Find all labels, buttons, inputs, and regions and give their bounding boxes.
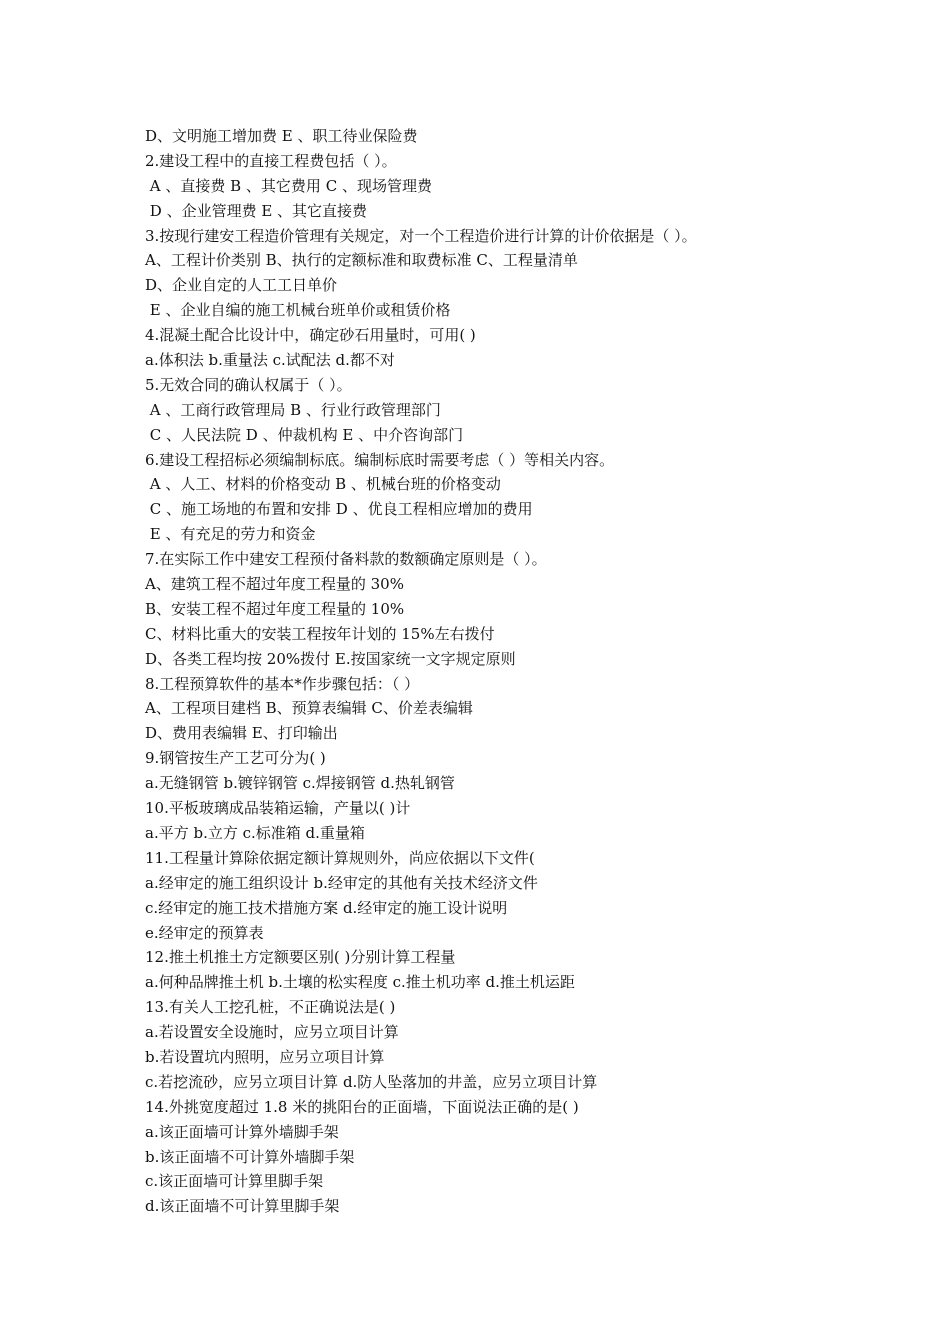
text-line: D、企业自定的人工工日单价 [145,276,338,295]
text-line: E 、有充足的劳力和资金 [145,525,316,544]
text-line: c.经审定的施工技术措施方案 d.经审定的施工设计说明 [145,898,508,917]
text-line: a.体积法 b.重量法 c.试配法 d.都不对 [145,351,395,370]
text-line: D、费用表编辑 E、打印输出 [145,724,338,743]
text-line: B、安装工程不超过年度工程量的 10% [145,599,405,618]
text-line: a.平方 b.立方 c.标准箱 d.重量箱 [145,823,365,842]
text-line: 5.无效合同的确认权属于（ ）。 [145,375,352,394]
text-line: A 、人工、材料的价格变动 B 、机械台班的价格变动 [145,475,501,494]
text-line: C 、施工场地的布置和安排 D 、优良工程相应增加的费用 [145,500,533,519]
document-body [145,124,845,1219]
text-line: A 、工商行政管理局 B 、行业行政管理部门 [145,400,441,419]
text-line: e.经审定的预算表 [145,923,264,942]
text-line: 10.平板玻璃成品装箱运输，产量以( )计 [145,799,411,818]
text-line: 9.钢管按生产工艺可分为( ) [145,749,326,768]
text-line: A 、直接费 B 、其它费用 C 、现场管理费 [145,176,432,195]
text-line: A、工程计价类别 B、执行的定额标准和取费标准 C、工程量清单 [145,251,578,270]
text-line: a.若设置安全设施时，应另立项目计算 [145,1023,399,1042]
text-line: a.何种品牌推土机 b.土壤的松实程度 c.推土机功率 d.推土机运距 [145,973,575,992]
text-line: A、工程项目建档 B、预算表编辑 C、价差表编辑 [145,699,473,718]
text-line: D、文明施工增加费 E 、职工待业保险费 [145,127,418,145]
text-line: 8.工程预算软件的基本*作步骤包括：（ ） [145,674,420,693]
text-line: E 、企业自编的施工机械台班单价或租赁价格 [145,301,451,320]
text-line: 3.按现行建安工程造价管理有关规定，对一个工程造价进行计算的计价依据是（ ）。 [145,226,697,245]
text-line: 2.建设工程中的直接工程费包括（ ）。 [145,151,397,170]
text-line: 12.推土机推土方定额要区别( )分别计算工程量 [145,948,456,967]
text-line: a.经审定的施工组织设计 b.经审定的其他有关技术经济文件 [145,873,538,892]
text-line: b.若设置坑内照明，应另立项目计算 [145,1047,385,1066]
text-line: b.该正面墙不可计算外墙脚手架 [145,1147,355,1166]
text-line: 11.工程量计算除依据定额计算规则外，尚应依据以下文件( [145,848,535,867]
text-line: 6.建设工程招标必须编制标底。编制标底时需要考虑（ ）等相关内容。 [145,450,615,469]
text-line: A、建筑工程不超过年度工程量的 30% [145,575,404,594]
text-line: a.该正面墙可计算外墙脚手架 [145,1122,339,1141]
text-line: D、各类工程均按 20%拨付 E.按国家统一文字规定原则 [145,649,516,668]
text-line: 4.混凝土配合比设计中，确定砂石用量时，可用( ) [145,326,476,345]
text-line: 14.外挑宽度超过 1.8 米的挑阳台的正面墙，下面说法正确的是( ) [145,1097,579,1116]
text-line: D 、企业管理费 E 、其它直接费 [145,201,368,220]
text-line: 13.有关人工挖孔桩，不正确说法是( ) [145,998,396,1017]
text-line: c.若挖流砂，应另立项目计算 d.防人坠落加的井盖，应另立项目计算 [145,1072,598,1091]
text-line: a.无缝钢管 b.镀锌钢管 c.焊接钢管 d.热轧钢管 [145,774,455,793]
text-line: d.该正面墙不可计算里脚手架 [145,1197,340,1216]
text-line: c.该正面墙可计算里脚手架 [145,1172,324,1191]
text-line: C 、人民法院 D 、仲裁机构 E 、中介咨询部门 [145,425,464,444]
text-line: C、材料比重大的安装工程按年计划的 15%左右拨付 [145,624,495,643]
text-line: 7.在实际工作中建安工程预付备料款的数额确定原则是（ ）。 [145,550,547,569]
